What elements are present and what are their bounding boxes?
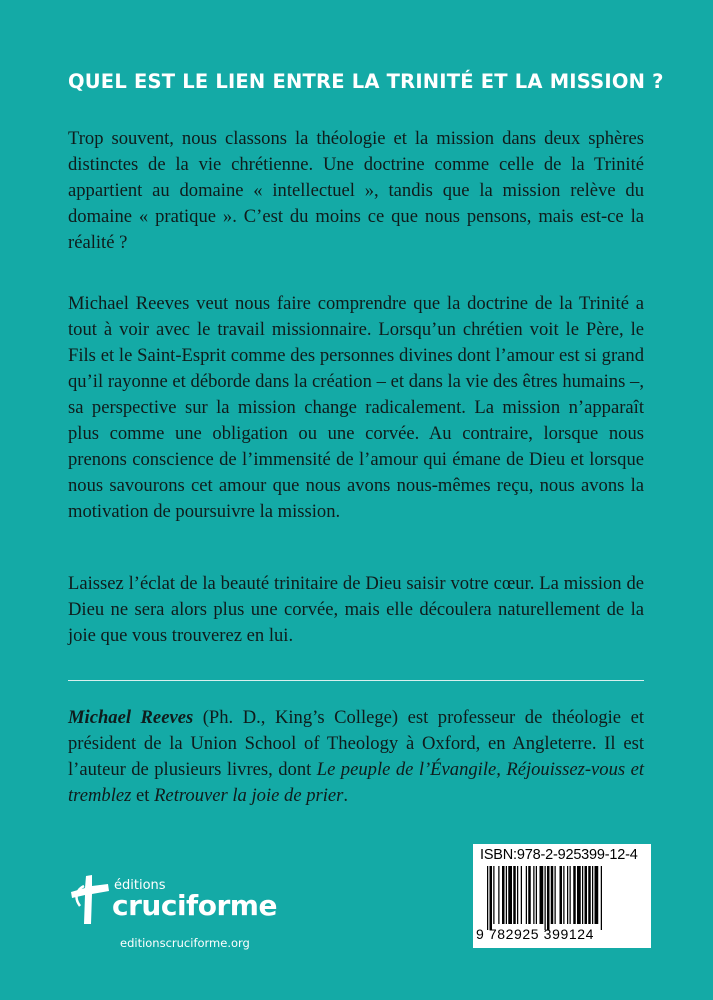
- summary-paragraph: Michael Reeves veut nous faire comprendre que la doctrine de la Trinité a tout à voir avec le travail missionnaire. Lorsqu’un chrétien voit le Père, le Fils et le Saint-Esprit comme des personnes divines dont l’amour est si grand qu’il rayonne et déborde dans la création – et dans la vie des êtres humains –, sa perspective sur la mission change radicalement. La mission n’apparaît plus comme une obligation ou une corvée. Au contraire, lorsque nous prenons conscience de l’immensité de l’amour qui émane de Dieu et lorsque nous savourons cet amour que nous avons nous-mêmes reçu, nous avons la motivation de poursuivre la mission.: [68, 293, 644, 522]
- divider: [68, 680, 644, 681]
- author-name: Michael Reeves: [68, 707, 194, 728]
- closing-paragraph: Laissez l’éclat de la beauté trinitaire de Dieu saisir votre cœur. La mission de Dieu ne sera alors plus une corvée, mais elle découlera naturellement de la joie que vous trouverez en lui.: [68, 573, 644, 646]
- publisher-logo: [68, 872, 277, 932]
- bio-and: et: [131, 785, 155, 806]
- bio-end: .: [343, 785, 349, 806]
- publisher-website: editionscruciforme.org: [120, 936, 250, 950]
- logo-editions: éditions: [114, 878, 166, 893]
- bio-book-last: Retrouver la joie de prier: [154, 785, 344, 806]
- book-question-heading: QUEL EST LE LIEN ENTRE LA TRINITÉ ET LA MISSION ?: [68, 70, 664, 93]
- bio-text: (Ph. D., King’s College) est professeur de théologie et président de la Union School of Theology à Oxford, en Angleterre. Il est l’auteur de plusieurs livres, dont: [68, 707, 644, 780]
- intro-paragraph: Trop souvent, nous classons la théologie et la mission dans deux sphères distinctes de la vie chrétienne. Une doctrine comme celle de la Trinité appartient au domaine « intellectuel », tandis que la mission relève du domaine « pratique ». C’est du moins ce que nous pensons, mais est-ce la réalité ?: [68, 128, 644, 253]
- barcode-digits: 9 782925 399124: [476, 926, 594, 942]
- isbn-label: ISBN:978-2-925399-12-4: [480, 847, 638, 863]
- isbn-barcode: [473, 844, 651, 948]
- logo-cruciforme: cruciforme: [112, 889, 277, 922]
- author-bio: [68, 705, 644, 809]
- cross-figure-icon: [68, 872, 114, 928]
- bio-books: Le peuple de l’Évangile, Réjouissez-vous et tremblez: [68, 759, 644, 806]
